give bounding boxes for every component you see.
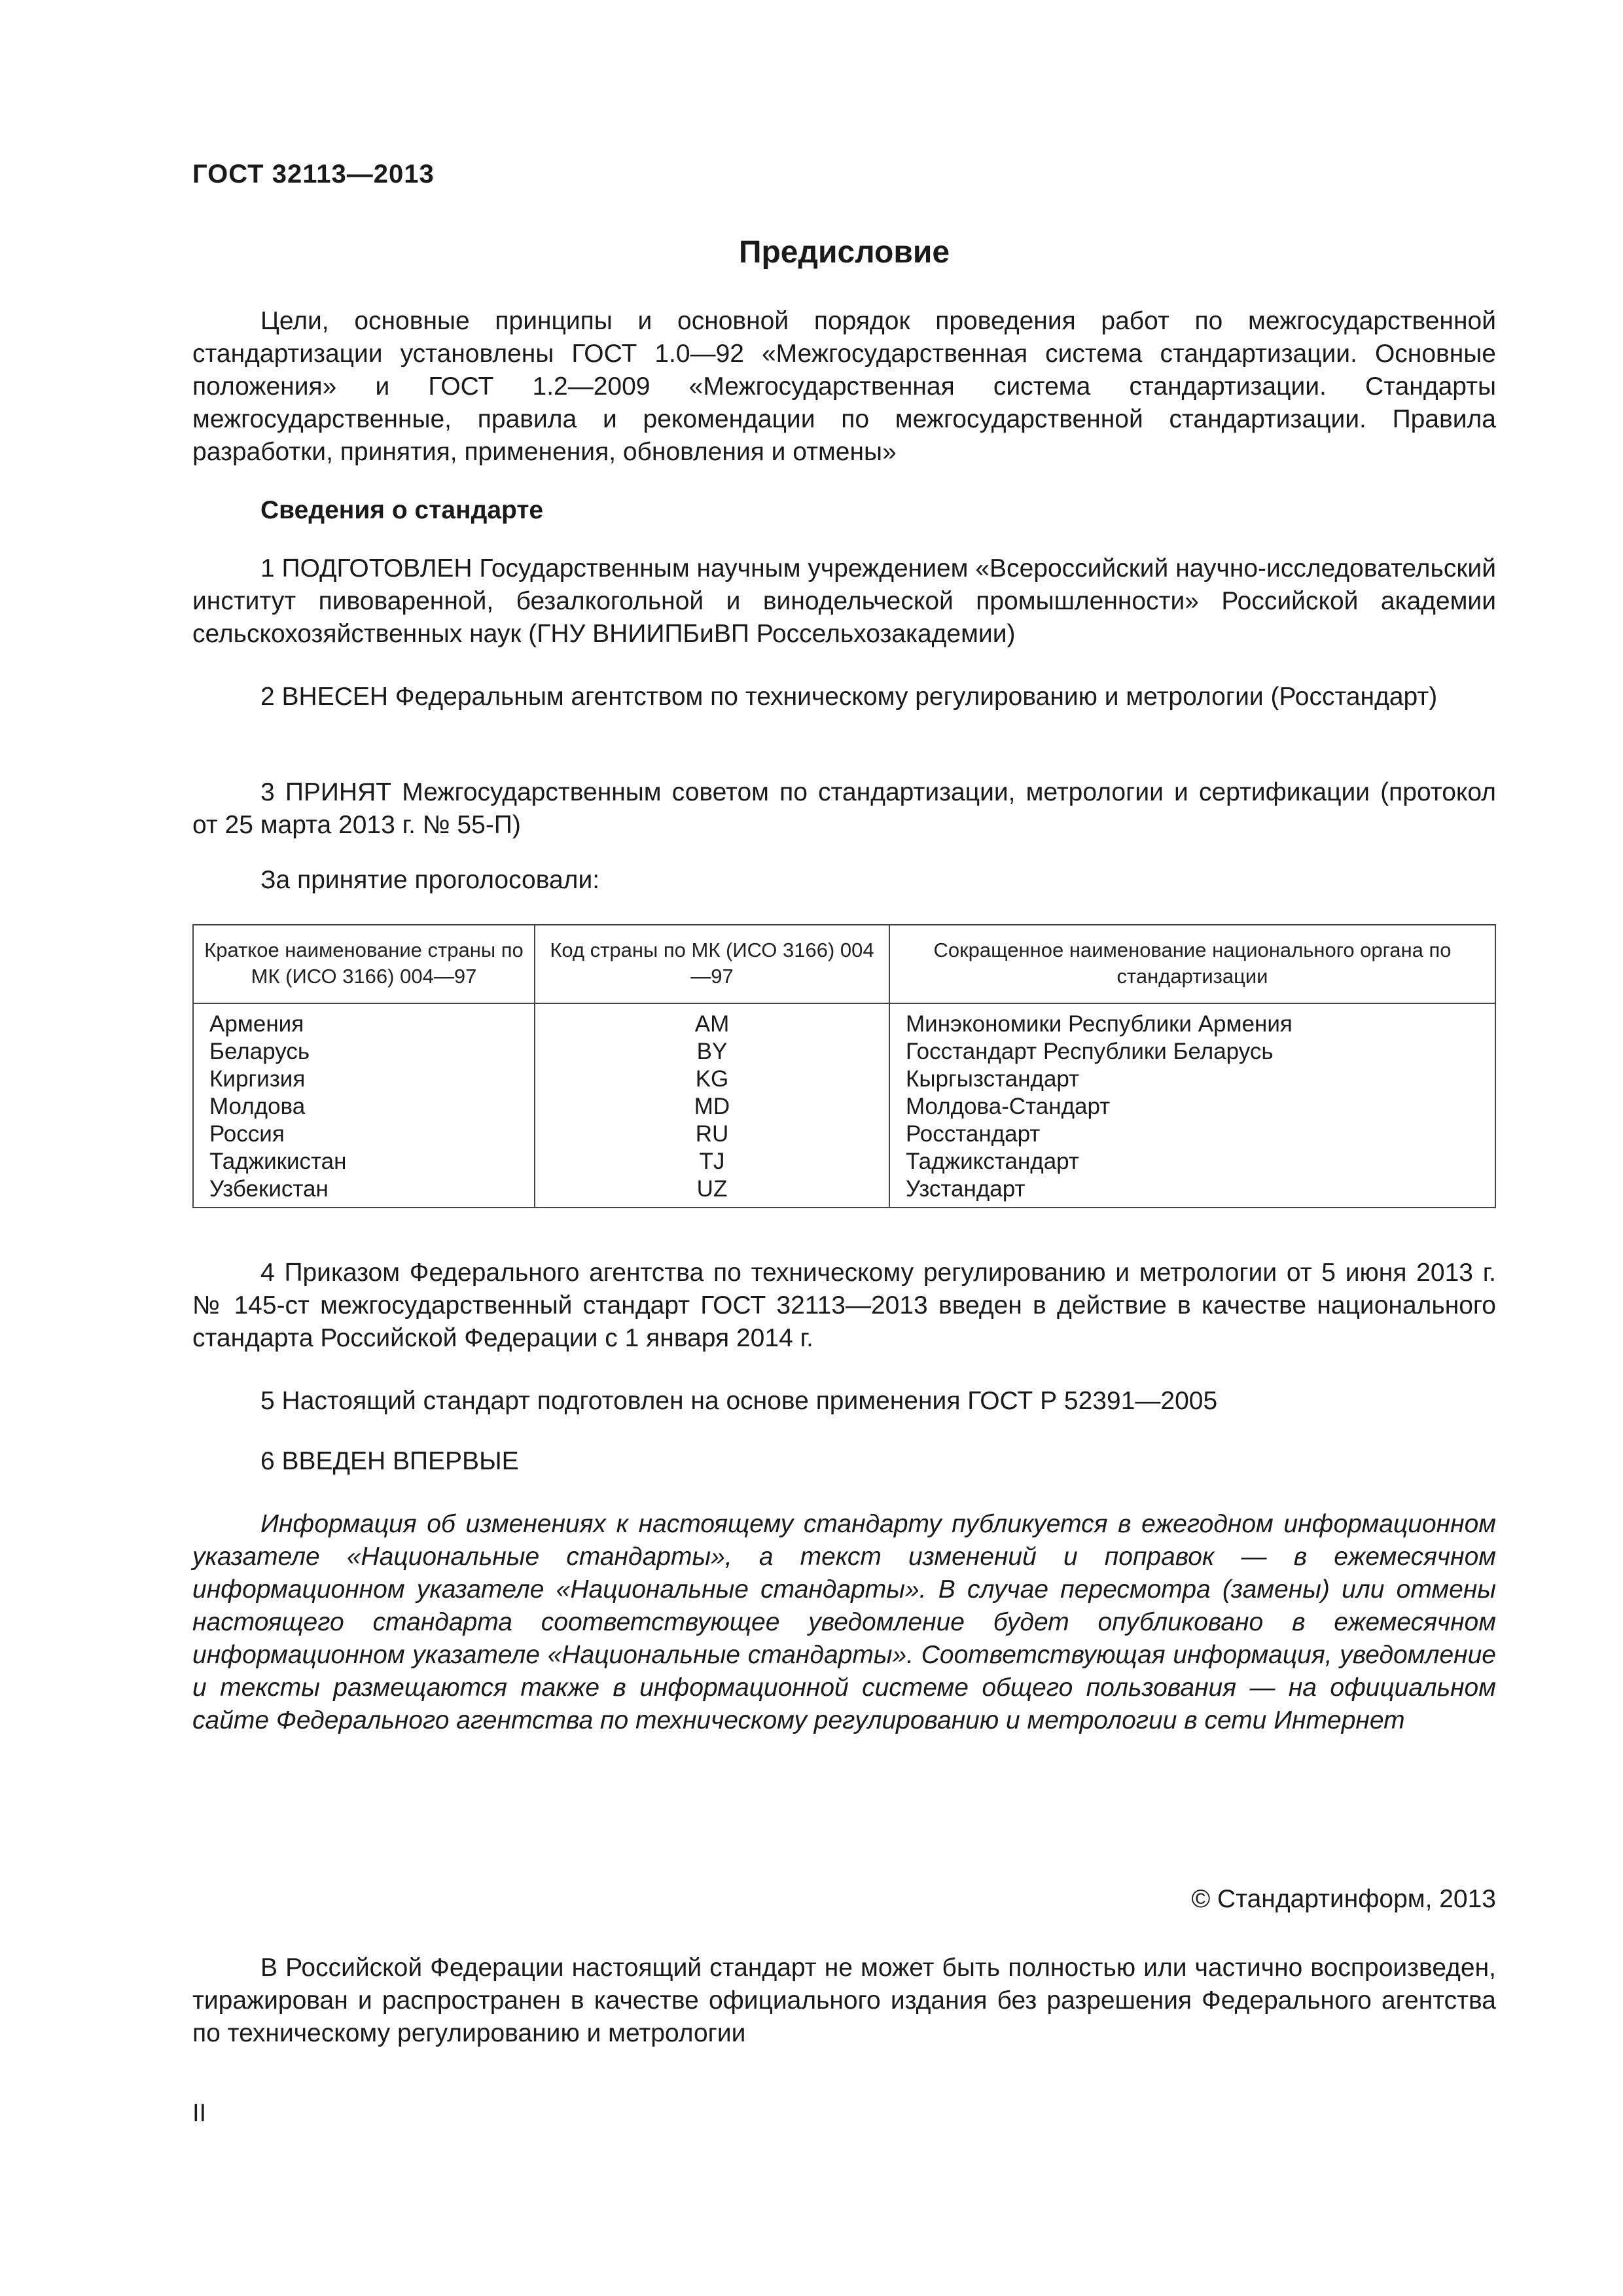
- cell-code: UZ: [535, 1175, 889, 1208]
- reproduction-notice: В Российской Федерации настоящий стандарт не может быть полностью или частично воспроизведен, тиражирован и распространен в качестве официального издания без разрешения Федерального агентства по техническому регулированию и метрологии: [192, 1954, 1496, 2047]
- cell-body: Молдова-Стандарт: [889, 1093, 1495, 1121]
- cell-code: MD: [535, 1093, 889, 1121]
- header-country-code: Код страны по МК (ИСО 3166) 004—97: [535, 925, 889, 1003]
- votes-intro: За принятие проголосовали:: [260, 866, 600, 894]
- votes-table: [192, 924, 1496, 1208]
- cell-body: Минэкономики Республики Армения: [889, 1003, 1495, 1038]
- cell-body: Росстандарт: [889, 1121, 1495, 1148]
- cell-body: Таджикстандарт: [889, 1148, 1495, 1175]
- table-row: [193, 1093, 1495, 1121]
- table-row: [193, 1066, 1495, 1093]
- cell-code: BY: [535, 1038, 889, 1066]
- cell-country: Молдова: [193, 1093, 535, 1121]
- table-row: [193, 1038, 1495, 1066]
- item-3-adopted: 3 ПРИНЯТ Межгосударственным советом по стандартизации, метрологии и сертификации (протокол от 25 марта 2013 г. № 55-П): [192, 778, 1496, 839]
- document-id: ГОСТ 32113—2013: [192, 160, 435, 188]
- standard-info-heading: Сведения о стандарте: [260, 496, 544, 524]
- cell-country: Россия: [193, 1121, 535, 1148]
- header-country-name: Краткое наименование страны по МК (ИСО 3166) 004—97: [193, 925, 535, 1003]
- copyright-notice: © Стандартинформ, 2013: [1191, 1885, 1496, 1913]
- changes-notice: Информация об изменениях к настоящему стандарту публикуется в ежегодном информационном указателе «Национальные стандарты», а текст изменений и поправок — в ежемесячном информационном указателе «Национальные стандарты». В случае пересмотра (замены) или отмены настоящего стандарта соответствующее уведомление будет опубликовано в ежемесячном информационном указателе «Национальные стандарты». Соответствующая информация, уведомление и тексты размещаются также в информационной системе общего пользования — на официальном сайте Федерального агентства по техническому регулированию и метрологии в сети Интернет: [192, 1510, 1496, 1734]
- table-row: [193, 1148, 1495, 1175]
- item-2-submitted: 2 ВНЕСЕН Федеральным агентством по техническому регулированию и метрологии (Росстандарт): [260, 683, 1438, 711]
- table-row: [193, 1175, 1495, 1208]
- table-row: [193, 1121, 1495, 1148]
- table-header-row: [193, 925, 1495, 1003]
- table-row: [193, 1003, 1495, 1038]
- cell-code: AM: [535, 1003, 889, 1038]
- cell-code: KG: [535, 1066, 889, 1093]
- header-national-body: Сокращенное наименование национального органа по стандартизации: [889, 925, 1495, 1003]
- item-6-introduced: 6 ВВЕДЕН ВПЕРВЫЕ: [260, 1447, 519, 1475]
- item-5-basis: 5 Настоящий стандарт подготовлен на основе применения ГОСТ Р 52391—2005: [260, 1387, 1218, 1415]
- item-4-order: 4 Приказом Федерального агентства по техническому регулированию и метрологии от 5 июня 2013 г. № 145-ст межгосударственный стандарт ГОСТ 32113—2013 введен в действие в качестве национального стандарта Российской Федерации с 1 января 2014 г.: [192, 1259, 1496, 1352]
- page-title: Предисловие: [738, 235, 950, 270]
- page-number: II: [192, 2100, 207, 2127]
- cell-country: Таджикистан: [193, 1148, 535, 1175]
- cell-code: RU: [535, 1121, 889, 1148]
- cell-country: Беларусь: [193, 1038, 535, 1066]
- item-1-prepared: 1 ПОДГОТОВЛЕН Государственным научным учреждением «Всероссийский научно-исследовательский институт пивоваренной, безалкогольной и винодельческой промышленности» Российской академии сельскохозяйственных наук (ГНУ ВНИИПБиВП Россельхозакадемии): [192, 554, 1496, 648]
- cell-body: Кыргызстандарт: [889, 1066, 1495, 1093]
- cell-country: Киргизия: [193, 1066, 535, 1093]
- cell-country: Армения: [193, 1003, 535, 1038]
- intro-paragraph: Цели, основные принципы и основной порядок проведения работ по межгосударственной стандартизации установлены ГОСТ 1.0—92 «Межгосударственная система стандартизации. Основные положения» и ГОСТ 1.2—2009 «Межгосударственная система стандартизации. Стандарты межгосударственные, правила и рекомендации по межгосударственной стандартизации. Правила разработки, принятия, применения, обновления и отмены»: [192, 307, 1496, 466]
- cell-body: Узстандарт: [889, 1175, 1495, 1208]
- cell-body: Госстандарт Республики Беларусь: [889, 1038, 1495, 1066]
- cell-country: Узбекистан: [193, 1175, 535, 1208]
- cell-code: TJ: [535, 1148, 889, 1175]
